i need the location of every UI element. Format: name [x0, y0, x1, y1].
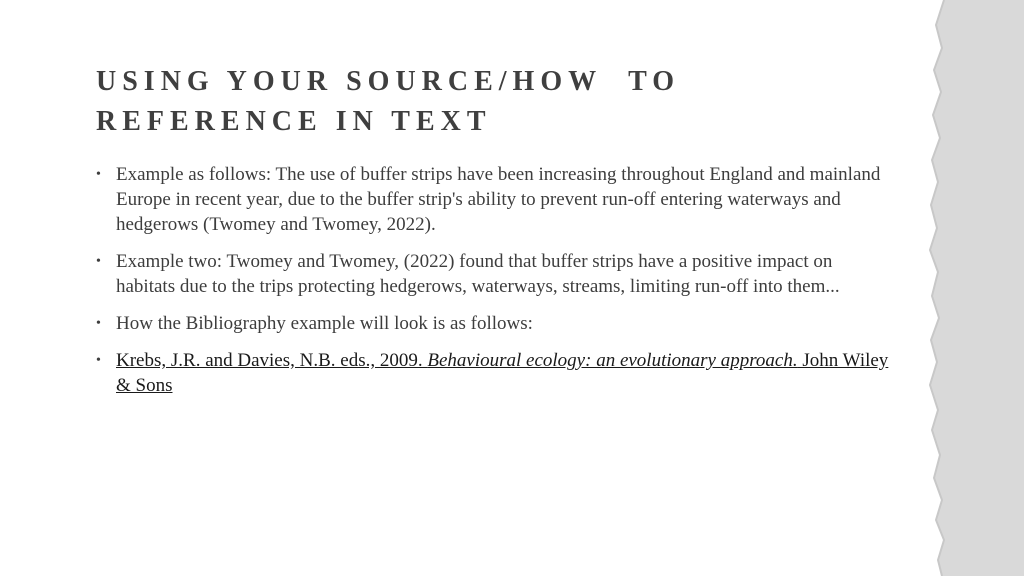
bullet-item-bibliography — [96, 311, 896, 336]
bullet-item-example-two — [96, 249, 896, 299]
bullet-dot: • — [96, 254, 101, 269]
bullet-text: Example as follows: The use of buffer strips have been increasing throughout England and mainland Europe in recent year, due to the buffer strip's ability to prevent run-off entering waterways and hedgerows (Twomey and Twomey, 2022). — [116, 164, 881, 235]
title-line1-part-b: TO — [628, 66, 681, 97]
title-line1-part-a: USING YOUR SOURCE/HOW — [96, 66, 603, 97]
bullet-text: How the Bibliography example will look is as follows: — [116, 313, 533, 334]
bullet-list — [96, 162, 896, 398]
slide-content — [96, 62, 896, 410]
bullet-dot: • — [96, 316, 101, 331]
bullet-item-example-one — [96, 162, 896, 237]
bullet-dot: • — [96, 167, 101, 182]
bullet-dot: • — [96, 353, 101, 368]
slide-title — [96, 62, 896, 142]
bullet-text: Example two: Twomey and Twomey, (2022) found that buffer strips have a positive impact on habitats due to the trips protecting hedgerows, waterways, streams, limiting run-off into them... — [116, 251, 840, 297]
reference-link[interactable] — [116, 350, 888, 396]
torn-paper-edge — [904, 0, 1024, 576]
reference-title: Behavioural ecology: an evolutionary approach. — [427, 350, 798, 371]
reference-publisher: John Wiley & Sons — [116, 350, 889, 396]
title-line2: REFERENCE IN TEXT — [96, 106, 492, 137]
reference-authors: Krebs, J.R. and Davies, N.B. eds., 2009. — [116, 350, 428, 371]
bullet-item-reference — [96, 348, 896, 398]
